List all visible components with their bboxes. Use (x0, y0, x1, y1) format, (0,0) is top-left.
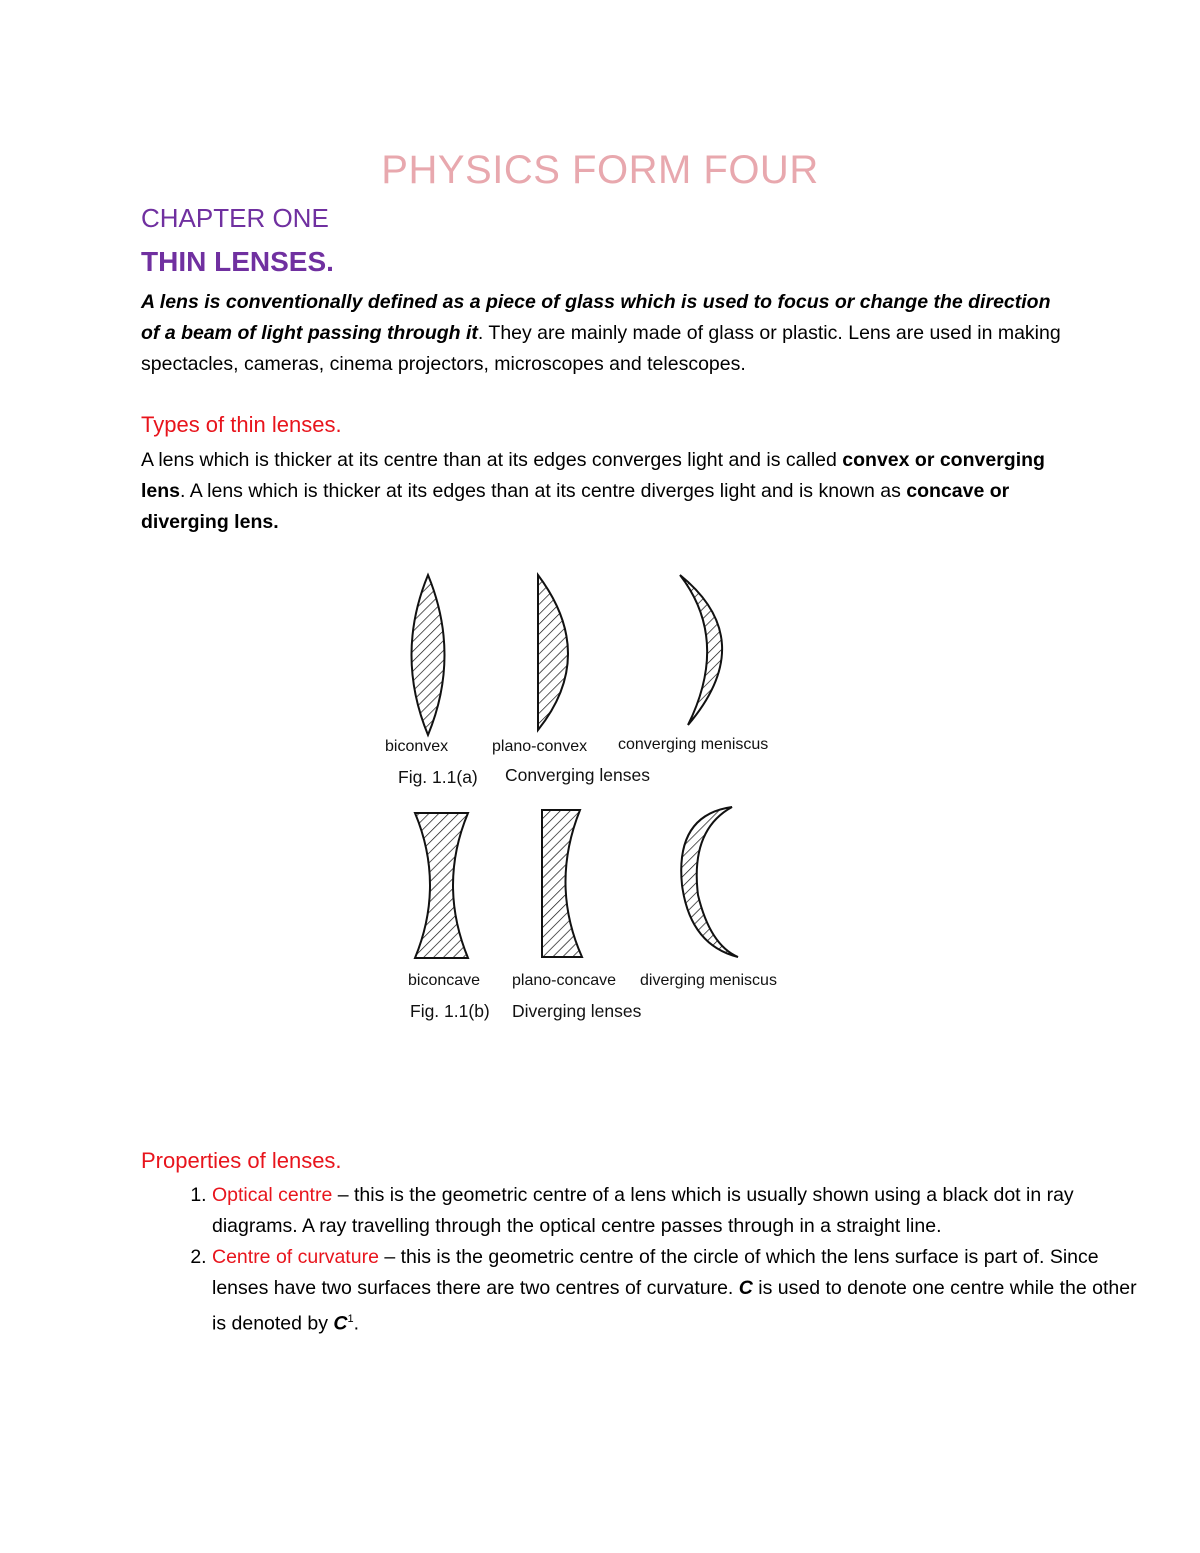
plano-convex-lens (538, 575, 568, 730)
plano-concave-label: plano-concave (512, 972, 617, 989)
topic-heading: THIN LENSES. (141, 246, 334, 277)
definition-period: . (477, 322, 484, 344)
properties-list (141, 1180, 1142, 1340)
types-paragraph (141, 445, 1066, 538)
centre-of-curvature-term: Centre of curvature (212, 1246, 379, 1268)
types-text-2: . A lens which is thicker at its edges than at its centre diverges light and is known as (180, 480, 907, 502)
page-title: PHYSICS FORM FOUR (381, 148, 819, 192)
converging-meniscus-label: converging meniscus (618, 736, 769, 753)
diverging-meniscus-lens (681, 807, 738, 957)
sentence-end: . (353, 1312, 360, 1335)
convex-term: convex or converging lens (141, 449, 1045, 502)
biconvex-label: biconvex (385, 738, 449, 755)
list-item (212, 1242, 1142, 1340)
concave-term: concave or diverging lens. (141, 480, 1010, 533)
diverging-caption: Diverging lenses (512, 1001, 642, 1021)
symbol-c: C (738, 1277, 753, 1299)
plano-convex-label: plano-convex (492, 738, 588, 755)
types-heading: Types of thin lenses. (141, 412, 342, 437)
intro-paragraph (141, 287, 1066, 380)
chapter-heading: CHAPTER ONE (141, 203, 329, 233)
biconvex-lens (412, 575, 445, 735)
biconcave-lens (415, 813, 468, 958)
symbol-superscript: 1 (347, 1313, 354, 1325)
intro-rest: They are mainly made of glass or plastic. Lens are used in making spectacles, cameras, cinema projectors, microscopes and telescopes. (141, 322, 1061, 375)
list-item (212, 1180, 1142, 1242)
properties-heading: Properties of lenses. (141, 1148, 342, 1173)
diverging-caption-number: Fig. 1.1(b) (410, 1001, 490, 1021)
converging-meniscus-lens (680, 575, 722, 725)
plano-concave-lens (542, 810, 582, 957)
centre-of-curvature-text-2: is used to denote one centre while the other is denoted by (212, 1277, 1137, 1335)
lens-diagram (370, 565, 830, 1045)
centre-of-curvature-text: – this is the geometric centre of the circle of which the lens surface is part of. Since lenses have two surfaces there are two centres of curvature. (212, 1246, 1099, 1299)
types-text-1: A lens which is thicker at its centre than at its edges converges light and is called (141, 449, 843, 471)
converging-caption: Converging lenses (505, 765, 650, 785)
biconcave-label: biconcave (408, 972, 481, 989)
symbol-c-prime: C (333, 1312, 348, 1335)
lens-definition: A lens is conventionally defined as a piece of glass which is used to focus or change the direction of a beam of light passing through it (141, 291, 1051, 344)
converging-caption-number: Fig. 1.1(a) (398, 767, 478, 787)
lens-figure (370, 565, 830, 1045)
optical-centre-term: Optical centre (212, 1184, 333, 1206)
diverging-meniscus-label: diverging meniscus (640, 972, 777, 989)
optical-centre-text: – this is the geometric centre of a lens which is usually shown using a black dot in ray diagrams. A ray travelling through the optical centre passes through in a straight line. (212, 1184, 1074, 1237)
